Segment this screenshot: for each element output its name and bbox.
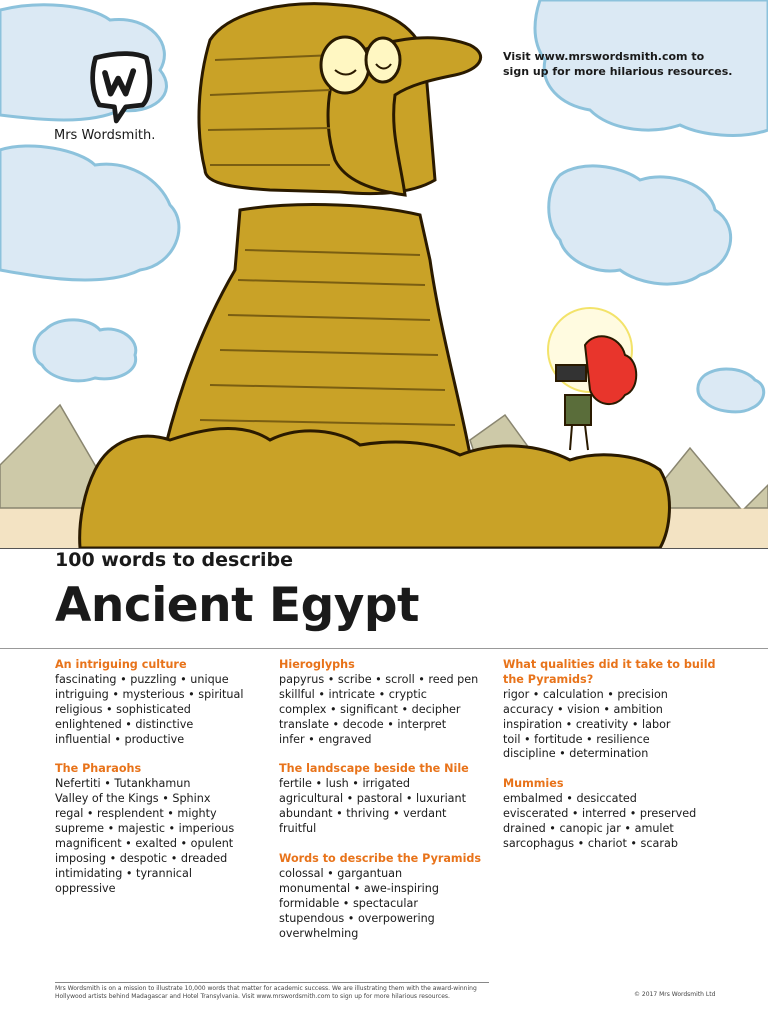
word-line: fascinating • puzzling • unique <box>55 672 229 686</box>
word-line: overwhelming <box>279 926 359 940</box>
section-heading-line: Hieroglyphs <box>279 658 355 671</box>
section-heading-line: Words to describe the Pyramids <box>279 851 482 865</box>
word-line: agricultural • pastoral • luxuriant <box>279 792 467 806</box>
word-line: complex • significant • decipher <box>279 702 461 716</box>
word-line: enlightened • distinctive <box>55 717 194 731</box>
word-section <box>279 658 494 747</box>
word-line: toil • fortitude • resilience <box>503 732 650 746</box>
promo-line: sign up for more hilarious resources. <box>503 65 733 78</box>
word-line: religious • sophisticated <box>55 702 191 716</box>
word-line: formidable • spectacular <box>279 896 418 910</box>
poster-kicker: 100 words to describe <box>55 549 293 571</box>
copyright: © 2017 Mrs Wordsmith Ltd <box>634 991 716 998</box>
word-column-1 <box>55 658 270 912</box>
word-line: oppressive <box>55 881 116 895</box>
poster-title: Ancient Egypt <box>55 578 419 633</box>
promo-text <box>503 49 733 79</box>
word-section <box>279 852 494 941</box>
title-divider <box>0 648 768 649</box>
word-line: fruitful <box>279 822 317 836</box>
word-section <box>55 762 270 896</box>
word-section <box>503 777 733 852</box>
word-line: infer • engraved <box>279 732 372 746</box>
word-line: regal • resplendent • mighty <box>55 807 217 821</box>
section-heading-line: An intriguing culture <box>55 658 187 671</box>
section-heading-line: Mummies <box>503 777 564 791</box>
word-line: supreme • majestic • imperious <box>55 822 235 836</box>
word-line: discipline • determination <box>503 747 649 761</box>
word-line: influential • productive <box>55 732 185 746</box>
word-line: rigor • calculation • precision <box>503 687 668 701</box>
word-line: stupendous • overpowering <box>279 911 435 925</box>
word-line: imposing • despotic • dreaded <box>55 851 228 865</box>
section-heading <box>503 658 733 688</box>
word-line: magnificent • exalted • opulent <box>55 836 234 850</box>
word-line: intriguing • mysterious • spiritual <box>55 687 244 701</box>
word-column-3 <box>503 658 733 867</box>
section-heading <box>55 762 270 777</box>
section-heading <box>503 777 733 792</box>
word-line: embalmed • desiccated <box>503 792 637 806</box>
section-heading <box>279 762 494 777</box>
brand-name: Mrs Wordsmith. <box>54 128 156 143</box>
section-heading <box>55 658 270 673</box>
explorer-character <box>548 308 636 450</box>
promo-line: Visit www.mrswordsmith.com to <box>503 50 705 63</box>
word-line: monumental • awe-inspiring <box>279 881 439 895</box>
word-line: papyrus • scribe • scroll • reed pen <box>279 672 479 686</box>
section-heading <box>279 658 494 673</box>
footer-line: Mrs Wordsmith is on a mission to illustrate 10,000 words that matter for academic success. We are illustrating them with the award-winning <box>55 985 477 992</box>
word-line: intimidating • tyrannical <box>55 866 192 880</box>
footer-line: Hollywood artists behind Madagascar and Hotel Transylvania. Visit www.mrswordsmith.com to sign up for more hilarious resources. <box>55 993 450 1000</box>
word-line: colossal • gargantuan <box>279 866 403 880</box>
word-line: accuracy • vision • ambition <box>503 702 663 716</box>
word-line: inspiration • creativity • labor <box>503 717 671 731</box>
footer-divider <box>55 982 489 983</box>
mrs-wordsmith-logo-icon <box>88 48 154 128</box>
section-heading-line: the Pyramids? <box>503 672 594 686</box>
word-line: translate • decode • interpret <box>279 717 447 731</box>
word-line: fertile • lush • irrigated <box>279 777 410 791</box>
word-line: eviscerated • interred • preserved <box>503 807 697 821</box>
section-heading-line: The Pharaohs <box>55 762 142 776</box>
word-section <box>503 658 733 762</box>
word-section <box>279 762 494 837</box>
word-column-2 <box>279 658 494 956</box>
footer-mission <box>55 985 485 1001</box>
word-line: Nefertiti • Tutankhamun <box>55 777 191 791</box>
section-heading <box>279 852 494 867</box>
word-line: skillful • intricate • cryptic <box>279 687 427 701</box>
word-line: sarcophagus • chariot • scarab <box>503 836 678 850</box>
word-line: drained • canopic jar • amulet <box>503 822 674 836</box>
word-line: Valley of the Kings • Sphinx <box>55 792 211 806</box>
section-heading-line: What qualities did it take to build <box>503 658 716 671</box>
section-heading-line: The landscape beside the Nile <box>279 762 469 776</box>
word-section <box>55 658 270 747</box>
word-line: abundant • thriving • verdant <box>279 807 447 821</box>
